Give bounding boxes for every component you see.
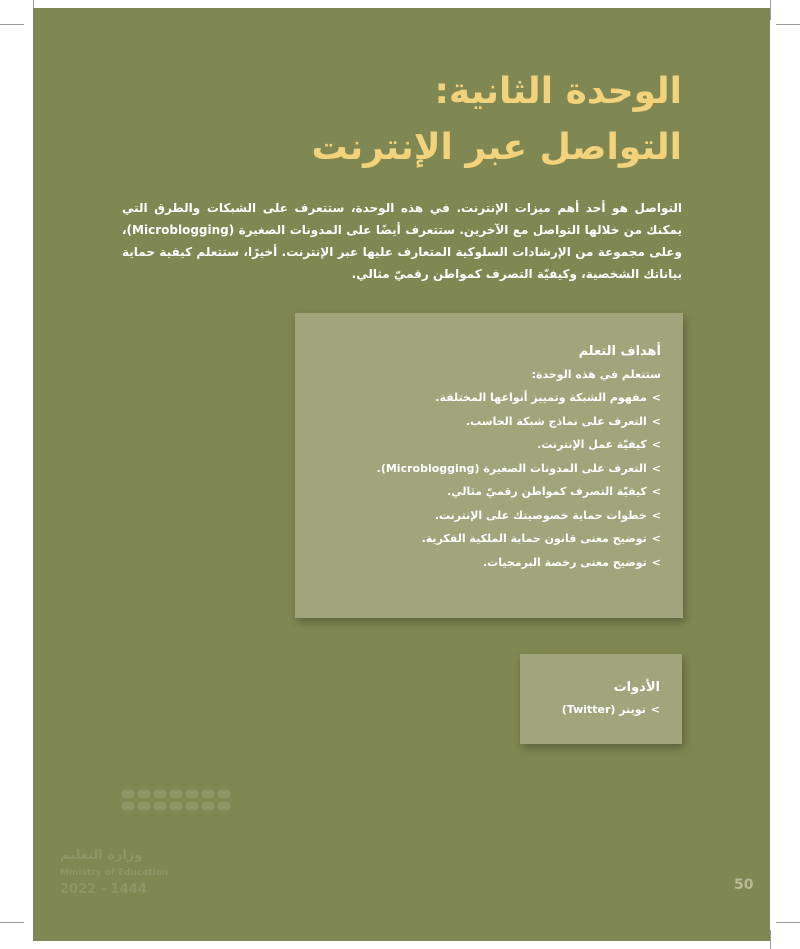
list-item-text: تويتر (Twitter) — [561, 703, 646, 716]
crop-mark — [770, 930, 771, 949]
crop-mark — [776, 24, 800, 25]
list-item — [321, 438, 661, 452]
list-item-text: كيفيّة التصرف كمواطن رقميّ مثالي. — [447, 485, 647, 498]
learning-goals-heading: أهداف التعلم — [578, 344, 661, 359]
list-item — [530, 703, 660, 717]
unit-title-line2: التواصل عبر الإنترنت — [311, 127, 682, 168]
chevron-bullet-icon: > — [651, 532, 661, 545]
watermark-line1: وزارة التعليم — [60, 848, 143, 863]
list-item — [321, 556, 661, 570]
learning-goals-box — [295, 313, 683, 618]
list-item — [321, 485, 661, 499]
crop-mark — [0, 24, 24, 25]
list-item-text: التعرف على نماذج شبكة الحاسب. — [465, 414, 647, 428]
list-item — [321, 462, 661, 476]
learning-goals-subheading: ستتعلم في هذه الوحدة: — [531, 368, 661, 381]
watermark-line2: Ministry of Education — [60, 868, 169, 878]
tools-heading: الأدوات — [613, 680, 660, 695]
list-item-text: توضيح معنى رخصة البرمجيات. — [482, 555, 647, 569]
tools-box — [520, 654, 682, 744]
chevron-bullet-icon: > — [651, 438, 661, 451]
list-item — [321, 509, 661, 523]
unit-title-line1: الوحدة الثانية: — [434, 71, 682, 112]
intro-paragraph: التواصل هو أحد أهم ميزات الإنترنت. في هذه الوحدة، ستتعرف على الشبكات والطرق التي يمكنك من خلالها التواصل مع الآخرين. ستتعرف أيضًا على المدونات الصغيرة (Microblogging)، وعلى مجموعة من الإرشادات السلوكية المتعارف عليها عبر الإنترنت. أخيرًا، ستتعلم كيفية حماية بياناتك الشخصية، وكيفيّة التصرف كمواطن رقميّ مثالي. — [122, 201, 682, 281]
chevron-bullet-icon: > — [651, 485, 661, 498]
chevron-bullet-icon: > — [650, 703, 660, 716]
chevron-bullet-icon: > — [651, 508, 661, 522]
watermark-line3: 2022 - 1444 — [60, 882, 147, 897]
list-item-text: التعرف على المدونات الصغيرة (Microblogging). — [376, 461, 647, 475]
chevron-bullet-icon: > — [651, 414, 661, 428]
list-item-text: كيفيّة عمل الإنترنت. — [537, 438, 647, 451]
chevron-bullet-icon: > — [651, 461, 661, 475]
crop-mark — [776, 922, 800, 923]
list-item-text: توضيح معنى قانون حماية الملكية الفكرية. — [421, 532, 647, 545]
unit-title — [82, 64, 682, 176]
ministry-logo-icon — [122, 790, 242, 810]
list-item-text: مفهوم الشبكة وتمييز أنواعها المختلفة. — [435, 391, 647, 404]
list-item — [321, 391, 661, 405]
chevron-bullet-icon: > — [651, 555, 661, 569]
list-item-text: خطوات حماية خصوصيتك على الإنترنت. — [434, 508, 647, 522]
chevron-bullet-icon: > — [651, 391, 661, 404]
list-item — [321, 532, 661, 546]
page-number: 50 — [734, 877, 754, 893]
crop-mark — [770, 0, 771, 20]
crop-mark — [0, 922, 24, 923]
ministry-watermark — [60, 790, 260, 900]
list-item — [321, 415, 661, 429]
